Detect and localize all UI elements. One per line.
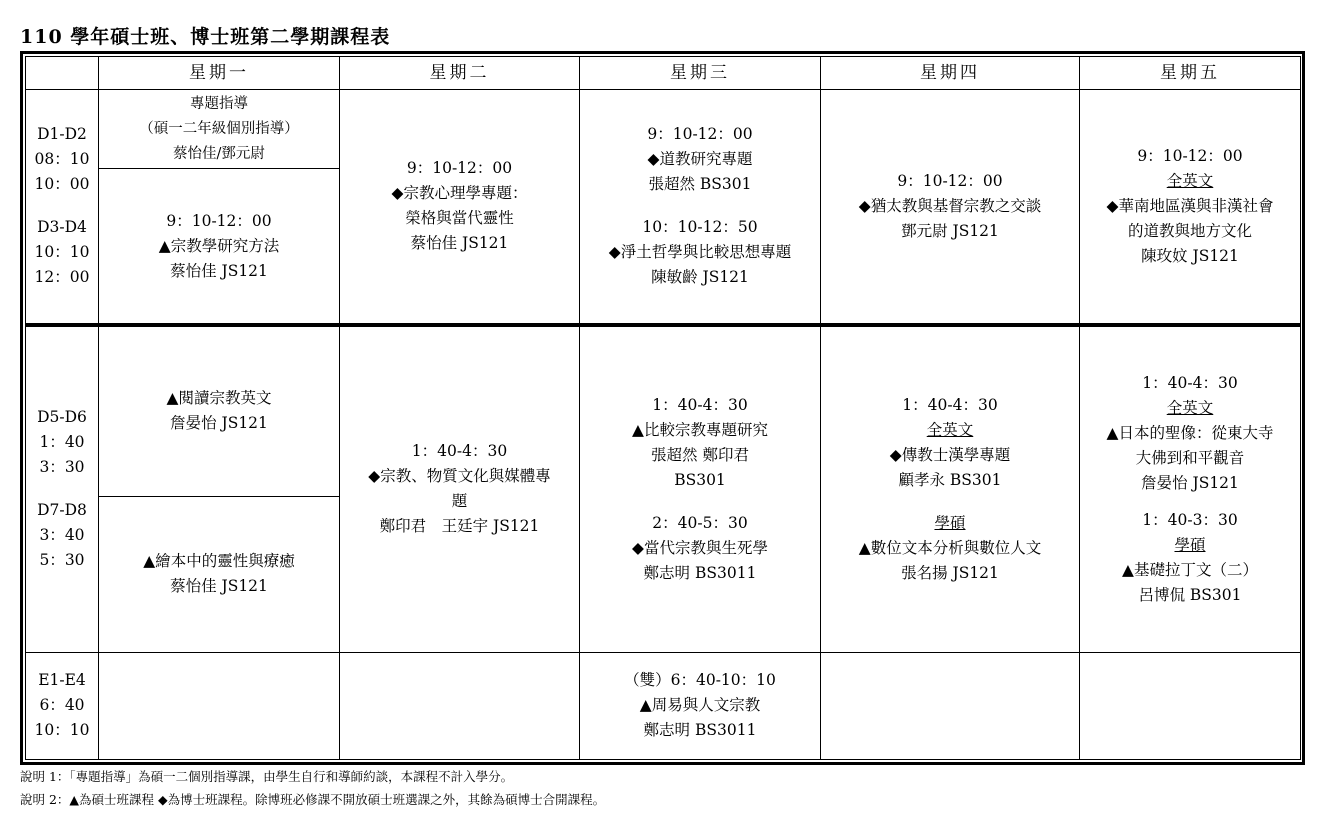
course-name: ▲周易與人文宗教 [639,696,761,715]
course-name: 榮格與當代靈性 [405,209,514,228]
course-teacher: 張超然 鄭印君 [651,445,749,464]
course-name: ▲比較宗教專題研究 [632,420,768,439]
course-teacher-room: 顧孝永 BS301 [898,470,1002,489]
course-name: ◆宗教、物質文化與媒體專 [368,467,551,486]
course-teacher-room: 詹晏怡 JS121 [1141,473,1239,492]
course-name: 專題指導 [190,95,248,112]
course-time: 1：40-4：30 [411,442,508,461]
header-row [26,57,1301,90]
period-code: D1-D2 [37,125,87,144]
course-note: （碩一二年級個別指導） [139,120,299,137]
course-teacher-room: 蔡怡佳 JS121 [170,261,268,280]
course-cell-fri-am [1080,90,1301,325]
course-teacher-room: 陳敏齡 JS121 [651,268,749,287]
course-teacher: 蔡怡佳/鄧元尉 [173,145,265,162]
period-start: 10：10 [34,243,90,262]
day-header-mon: 星期一 [99,57,340,90]
course-teacher-room: 鄧元尉 JS121 [901,221,999,240]
period-code: D7-D8 [37,501,87,520]
course-tag: 全英文 [926,420,974,439]
course-name: ▲宗教學研究方法 [158,236,280,255]
course-tag: 全英文 [1166,171,1214,190]
empty-cell-fri-eve [1080,652,1301,760]
course-time: 9：10-12：00 [897,171,1003,190]
course-cell-fri-pm [1080,325,1301,652]
course-room: BS301 [674,470,726,489]
period-cell-evening [26,652,99,760]
course-time: 10：10-12：50 [642,218,758,237]
period-end: 5：30 [39,551,85,570]
page-title: 110 學年碩士班、博士班第二學期課程表 [20,26,391,48]
period-start: 08：10 [34,150,90,169]
course-time: 2：40-5：30 [652,513,748,532]
course-time: 1：40-4：30 [1142,373,1238,392]
period-start: 6：40 [39,696,85,715]
course-tag: 學碩 [1174,535,1206,554]
day-header-thu: 星期四 [821,57,1080,90]
course-teacher-room: 蔡怡佳 JS121 [170,577,268,596]
course-cell-wed-pm [580,325,821,652]
course-cell-tue-am [340,90,580,325]
course-time: 1：40-4：30 [652,395,748,414]
period-cell-morning [26,90,99,325]
course-teacher-room: 鄭志明 BS3011 [643,563,757,582]
period-code: D5-D6 [37,408,87,427]
course-name: ◆猶太教與基督宗教之交談 [858,196,1042,215]
course-teacher-room: 詹晏怡 JS121 [170,414,268,433]
period-code: D3-D4 [37,218,87,237]
course-cell-mon-am [99,169,340,325]
course-cell-wed-eve [580,652,821,760]
course-cell-mon-pm-2 [99,496,340,652]
course-teacher-room: 張名揚 JS121 [901,563,999,582]
course-cell-thu-am [821,90,1080,325]
footnote-2: 說明 2：▲為碩士班課程 ◆為博士班課程。除博班必修課不開放碩士班選課之外，其餘為碩博士合開課程。 [20,792,606,807]
course-time: 9：10-12：00 [166,211,272,230]
day-header-fri: 星期五 [1080,57,1301,90]
day-header-wed: 星期三 [580,57,821,90]
period-end: 10：10 [34,721,90,740]
day-header-tue: 星期二 [340,57,580,90]
course-cell-thu-pm [821,325,1080,652]
course-time: 1：40-4：30 [902,395,998,414]
course-teacher-room: 鄭印君 王廷宇 JS121 [379,517,540,536]
period-end: 10：00 [34,175,90,194]
period-start: 1：40 [39,433,85,452]
course-time: （雙）6：40-10：10 [624,671,776,690]
empty-cell-tue-eve [340,652,580,760]
course-time: 9：10-12：00 [406,159,513,178]
course-cell-mon-pm-1 [99,325,340,497]
period-code: E1-E4 [38,671,86,690]
course-cell-mon-am-guidance [99,90,340,169]
course-name: 的道教與地方文化 [1127,221,1252,240]
course-time: 9：10-12：00 [647,125,753,144]
course-name: ◆宗教心理學專題： [391,184,528,203]
period-end: 12：00 [34,268,90,287]
course-name: ▲閱讀宗教英文 [166,389,272,408]
course-cell-wed-am [580,90,821,325]
course-teacher-room: 蔡怡佳 JS121 [410,234,509,253]
row-morning-1 [26,90,1301,169]
empty-cell-mon-eve [99,652,340,760]
course-name: 大佛到和平觀音 [1135,448,1245,467]
course-teacher-room: 陳玫妏 JS121 [1141,246,1239,265]
schedule-table [25,56,1301,760]
course-name: ◆淨土哲學與比較思想專題 [608,243,792,262]
corner-cell [26,57,99,90]
course-teacher-room: 鄭志明 BS3011 [643,721,757,740]
course-time: 9：10-12：00 [1137,146,1243,165]
row-evening [26,652,1301,760]
course-time: 1：40-3：30 [1142,510,1238,529]
course-name: ▲繪本中的靈性與療癒 [143,552,295,571]
course-cell-tue-pm [340,325,580,652]
course-name: ▲基礎拉丁文（二） [1122,560,1258,579]
course-name: ◆道教研究專題 [647,150,753,169]
period-cell-afternoon [26,325,99,652]
course-name: ▲數位文本分析與數位人文 [858,538,1042,557]
course-name: ◆當代宗教與生死學 [632,538,768,557]
course-name: 題 [451,492,468,511]
course-teacher-room: 張超然 BS301 [648,175,752,194]
course-tag: 學碩 [934,513,966,532]
course-name: ◆華南地區漢與非漢社會 [1106,196,1274,215]
course-tag: 全英文 [1166,398,1214,417]
empty-cell-thu-eve [821,652,1080,760]
period-end: 3：30 [39,458,85,477]
row-afternoon-1 [26,325,1301,497]
course-name: ▲日本的聖像：從東大寺 [1106,423,1274,442]
footnote-1: 說明 1：「專題指導」為碩一二個別指導課，由學生自行和導師約談，本課程不計入學分。 [20,769,514,784]
period-start: 3：40 [39,526,85,545]
course-teacher-room: 呂博侃 BS301 [1138,585,1242,604]
course-name: ◆傳教士漢學專題 [889,445,1011,464]
